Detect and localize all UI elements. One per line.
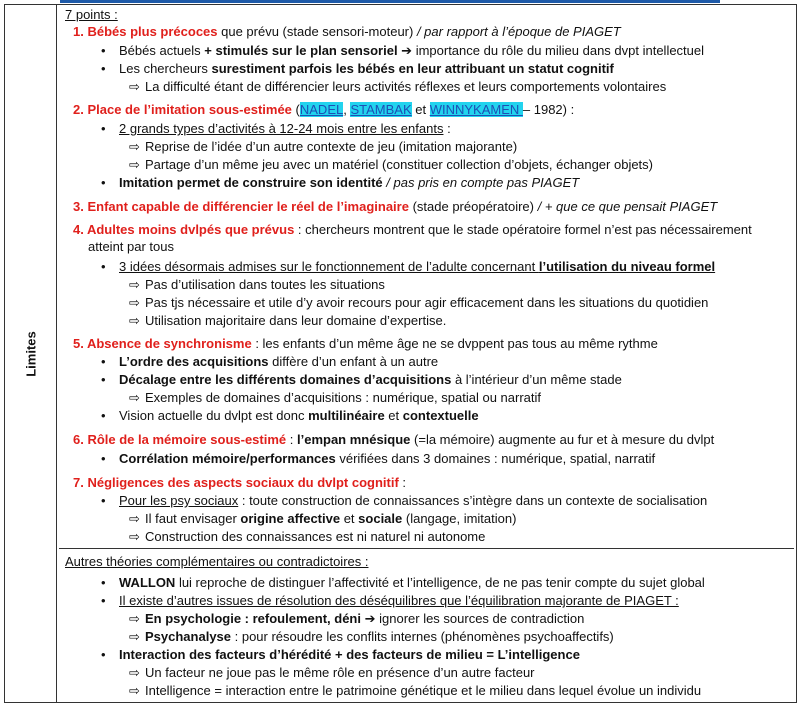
- text-run: importance du rôle du milieu dans dvpt intellectuel: [415, 43, 705, 58]
- text-run: Pour les psy sociaux: [119, 493, 239, 508]
- arrow-subitem: [129, 138, 517, 155]
- text-run: :: [443, 121, 451, 136]
- text-run: Partage d’un même jeu avec un matériel (constituer collection d’objets, échanger objets): [145, 157, 653, 172]
- text-run: 1. Bébés plus précoces: [73, 24, 218, 39]
- arrow-icon: ⇨: [129, 683, 140, 698]
- text-run: (langage, imitation): [402, 511, 517, 526]
- arrow-icon: ⇨: [129, 629, 140, 644]
- section-heading: Autres théories complémentaires ou contradictoires :: [65, 554, 369, 569]
- arrow-subitem: [129, 276, 385, 293]
- numbered-point: [73, 431, 714, 448]
- text-run: Psychanalyse: [145, 629, 232, 644]
- text-run: + stimulés sur le plan sensoriel: [204, 43, 398, 58]
- arrow-icon: ⇨: [129, 295, 140, 310]
- section-heading: 7 points :: [65, 7, 118, 22]
- bullet-item: [101, 60, 614, 77]
- text-run: Un facteur ne joue pas le même rôle en présence d’un autre facteur: [145, 665, 535, 680]
- text-run: :: [286, 432, 297, 447]
- text-run: vérifiées dans 3 domaines : numérique, spatial, narratif: [335, 451, 656, 466]
- arrow-icon: ⇨: [129, 665, 140, 680]
- text-run: lui reproche de distinguer l’affectivité et l’intelligence, de ne pas tenir compte du sujet global: [175, 575, 705, 590]
- text-run: 2 grands types d’activités à 12-24 mois entre les enfants: [119, 121, 444, 136]
- text-run: sociale: [358, 511, 403, 526]
- text-run: Décalage entre les différents domaines d’acquisitions: [119, 372, 452, 387]
- bullet-icon: •: [101, 451, 106, 466]
- bullet-icon: •: [101, 43, 106, 58]
- text-run: Construction des connaissances est ni naturel ni autonome: [145, 529, 486, 544]
- bullet-item: [101, 492, 707, 509]
- text-run: 5. Absence de synchronisme: [73, 336, 252, 351]
- numbered-point: [73, 474, 406, 491]
- arrow-icon: ⇨: [129, 511, 140, 526]
- section-divider: [59, 548, 794, 549]
- text-run: / pas pris en compte pas PIAGET: [382, 175, 580, 190]
- text-run: ➔: [397, 43, 416, 58]
- arrow-icon: ⇨: [129, 157, 140, 172]
- bullet-icon: •: [101, 493, 106, 508]
- text-run: NADEL: [299, 102, 344, 117]
- text-run: Pas d’utilisation dans toutes les situations: [145, 277, 385, 292]
- arrow-subitem: [129, 610, 584, 627]
- text-run: diffère d’un enfant à un autre: [268, 354, 439, 369]
- text-run: / + que ce que pensait PIAGET: [537, 199, 718, 214]
- text-run: La difficulté étant de différencier leurs activités réflexes et leurs comportements volontaires: [145, 79, 667, 94]
- text-run: Corrélation mémoire/performances: [119, 451, 336, 466]
- text-run: WINNYKAMEN: [429, 102, 523, 117]
- arrow-icon: ⇨: [129, 139, 140, 154]
- numbered-point: [73, 23, 621, 40]
- arrow-subitem: [129, 294, 708, 311]
- bullet-icon: •: [101, 61, 106, 76]
- arrow-icon: ⇨: [129, 390, 140, 405]
- text-run: 7. Négligences des aspects sociaux du dvlpt cognitif: [73, 475, 399, 490]
- text-run: à l’intérieur d’un même stade: [451, 372, 622, 387]
- text-run: Reprise de l’idée d’un autre contexte de jeu (imitation majorante): [145, 139, 518, 154]
- arrow-subitem: [129, 528, 485, 545]
- text-run: 2. Place de l’imitation sous-estimée: [73, 102, 292, 117]
- bullet-item: [101, 174, 579, 191]
- text-run: que prévu (stade sensori-moteur): [217, 24, 417, 39]
- text-run: ➔: [360, 611, 380, 626]
- arrow-subitem: [129, 312, 446, 329]
- text-run: Il faut envisager: [145, 511, 241, 526]
- text-run: Exemples de domaines d’acquisitions : numérique, spatial ou narratif: [145, 390, 541, 405]
- text-run: : chercheurs montrent que le stade opératoire formel n’est pas nécessairement: [294, 222, 752, 237]
- bullet-item: [101, 574, 705, 591]
- numbered-point: [73, 101, 574, 118]
- text-run: l’empan mnésique: [296, 432, 411, 447]
- bullet-item: [101, 258, 715, 275]
- arrow-subitem: [129, 156, 653, 173]
- row-label-cell: [5, 5, 57, 702]
- text-run: et: [411, 102, 430, 117]
- text-run: Interaction des facteurs d’hérédité + des facteurs de milieu = L’intelligence: [119, 647, 580, 662]
- text-run: 3 idées désormais admises sur le fonctionnement de l’adulte concernant: [119, 259, 539, 274]
- text-run: surestiment parfois les bébés en leur attribuant un statut cognitif: [211, 61, 614, 76]
- text-run: et: [384, 408, 403, 423]
- arrow-icon: ⇨: [129, 529, 140, 544]
- text-run: Les chercheurs: [119, 61, 212, 76]
- bullet-icon: •: [101, 175, 106, 190]
- bullet-item: [101, 371, 622, 388]
- arrow-icon: ⇨: [129, 79, 140, 94]
- bullet-item: [101, 592, 679, 609]
- text-run: : les enfants d’un même âge ne se dvppent pas tous au même rythme: [251, 336, 658, 351]
- text-run: (: [291, 102, 300, 117]
- text-run: 3. Enfant capable de différencier le réel de l’imaginaire: [73, 199, 409, 214]
- text-run: multilinéaire: [308, 408, 385, 423]
- bullet-item: [101, 407, 479, 424]
- bullet-item: [101, 42, 704, 59]
- text-run: : toute construction de connaissances s’intègre dans un contexte de socialisation: [238, 493, 708, 508]
- text-run: L’ordre des acquisitions: [119, 354, 269, 369]
- text-run: Il existe d’autres issues de résolution des déséquilibres que l’équilibration majorante de PIAGET :: [119, 593, 679, 608]
- bullet-item: [101, 353, 438, 370]
- row-label: Limites: [23, 330, 38, 377]
- bullet-item: [101, 646, 580, 663]
- seven-points-section: [57, 5, 796, 547]
- bullet-icon: •: [101, 354, 106, 369]
- text-run: atteint par tous: [88, 239, 174, 254]
- bullet-icon: •: [101, 647, 106, 662]
- arrow-icon: ⇨: [129, 611, 140, 626]
- text-run: (stade préopératoire): [408, 199, 538, 214]
- text-run: origine affective: [240, 511, 341, 526]
- arrow-icon: ⇨: [129, 277, 140, 292]
- text-run: WALLON: [119, 575, 176, 590]
- text-run: Vision actuelle du dvlpt est donc: [119, 408, 309, 423]
- bullet-icon: •: [101, 372, 106, 387]
- text-run: l’utilisation du niveau formel: [538, 259, 716, 274]
- text-run: Utilisation majoritaire dans leur domaine d’expertise.: [145, 313, 447, 328]
- notes-table: [4, 4, 797, 703]
- text-run: Bébés actuels: [119, 43, 205, 58]
- text-run: ,: [343, 102, 351, 117]
- text-run: contextuelle: [402, 408, 479, 423]
- text-run: / par rapport à l’époque de PIAGET: [416, 24, 621, 39]
- bullet-icon: •: [101, 408, 106, 423]
- bullet-icon: •: [101, 575, 106, 590]
- content-cell: [57, 5, 796, 702]
- text-run: : pour résoudre les conflits internes (phénomènes psychoaffectifs): [231, 629, 614, 644]
- numbered-point: [73, 335, 658, 352]
- bullet-icon: •: [101, 593, 106, 608]
- text-run: STAMBAK: [350, 102, 412, 117]
- text-run: Pas tjs nécessaire et utile d’y avoir recours pour agir efficacement dans les situations du quotidien: [145, 295, 709, 310]
- text-run: – 1982) :: [522, 102, 575, 117]
- numbered-point: [73, 198, 717, 215]
- arrow-subitem: [129, 510, 516, 527]
- text-run: et: [340, 511, 359, 526]
- other-theories-section: [57, 550, 796, 704]
- text-run: 4. Adultes moins dvlpés que prévus: [73, 222, 295, 237]
- bullet-item: [101, 450, 655, 467]
- arrow-subitem: [129, 389, 541, 406]
- bullet-icon: •: [101, 121, 106, 136]
- text-run: :: [398, 475, 407, 490]
- bullet-item: [101, 120, 451, 137]
- arrow-subitem: [129, 628, 614, 645]
- bullet-icon: •: [101, 259, 106, 274]
- numbered-point: [73, 221, 752, 238]
- text-line: [88, 238, 174, 255]
- text-run: 6. Rôle de la mémoire sous-estimé: [73, 432, 287, 447]
- text-run: Imitation permet de construire son identité: [119, 175, 383, 190]
- text-run: ignorer les sources de contradiction: [379, 611, 585, 626]
- arrow-subitem: [129, 78, 666, 95]
- arrow-subitem: [129, 664, 535, 681]
- arrow-icon: ⇨: [129, 313, 140, 328]
- text-run: En psychologie : refoulement, déni: [145, 611, 361, 626]
- arrow-subitem: [129, 682, 701, 699]
- text-run: (=la mémoire) augmente au fur et à mesure du dvlpt: [410, 432, 715, 447]
- text-run: Intelligence = interaction entre le patrimoine génétique et le milieu dans lequel évolue un individu: [145, 683, 702, 698]
